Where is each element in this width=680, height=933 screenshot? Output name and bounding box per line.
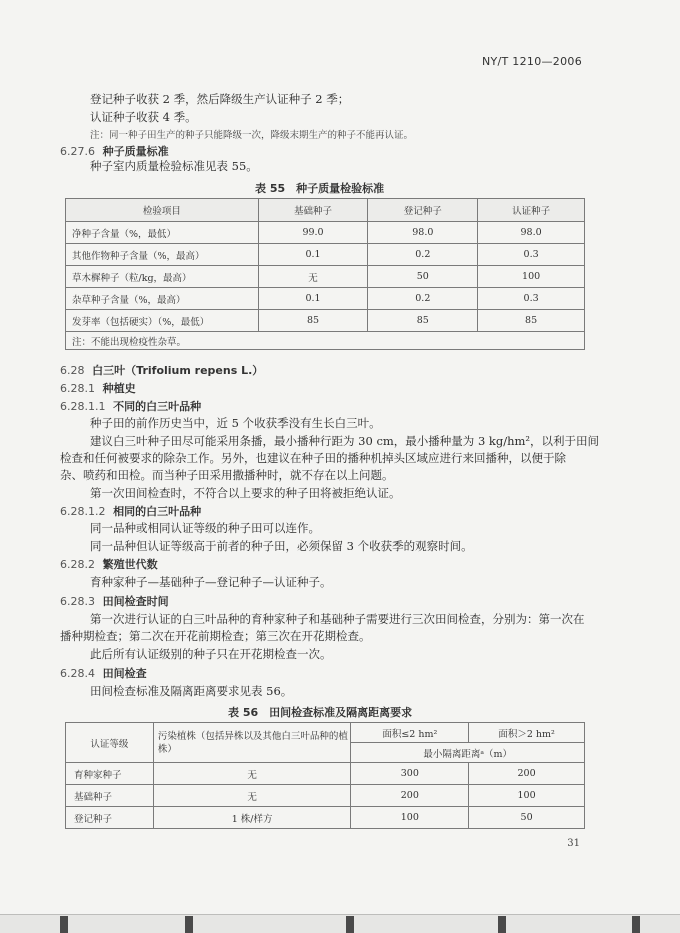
binding-mark <box>498 916 506 933</box>
table-row <box>66 288 585 310</box>
table-note: 注：不能出现检疫性杂草。 <box>66 332 585 350</box>
table-cell: 85 <box>478 310 585 332</box>
section-title: 种植史 <box>102 382 136 395</box>
heading-6-28-4 <box>60 665 147 681</box>
column-header: 面积＞2 hm² <box>469 723 585 743</box>
column-header: 污染植株（包括异株以及其他白三叶品种的植株） <box>153 723 351 763</box>
column-header: 登记种子 <box>368 199 478 222</box>
paragraph: 此后所有认证级别的种子只在开花期检查一次。 <box>90 647 332 661</box>
table-row <box>66 807 585 829</box>
heading-6-28-2 <box>60 556 158 572</box>
table-row <box>66 785 585 807</box>
table-cell: 99.0 <box>258 222 368 244</box>
scan-edge <box>0 915 680 933</box>
heading-6-28 <box>60 362 263 378</box>
paragraph: 种子田的前作历史当中，近 5 个收获季没有生长白三叶。 <box>90 416 381 430</box>
paragraph: 建议白三叶种子田尽可能采用条播，最小播种行距为 30 cm，最小播种量为 3 kg/hm²，以利于田间 <box>90 434 600 448</box>
section-title: 相同的白三叶品种 <box>113 505 202 518</box>
paragraph: 同一品种或相同认证等级的种子田可以连作。 <box>90 521 320 535</box>
heading-6-28-3 <box>60 593 169 609</box>
table-cell: 100 <box>478 266 585 288</box>
table-55 <box>65 198 585 350</box>
table-cell: 无 <box>258 266 368 288</box>
table-cell: 登记种子 <box>66 807 154 829</box>
standard-code: NY/T 1210—2006 <box>481 55 582 68</box>
table-cell: 100 <box>469 785 585 807</box>
table-cell: 0.1 <box>258 244 368 266</box>
table-cell: 草木樨种子（粒/kg，最高） <box>66 266 259 288</box>
section-title: 繁殖世代数 <box>102 558 158 571</box>
section-number: 6.28.2 <box>60 558 95 571</box>
column-header: 面积≤2 hm² <box>351 723 469 743</box>
column-header: 基础种子 <box>258 199 368 222</box>
table-row <box>66 266 585 288</box>
table-cell: 85 <box>258 310 368 332</box>
table-56-caption: 表 56 田间检查标准及隔离距离要求 <box>228 706 413 719</box>
paragraph: 第一次田间检查时，不符合以上要求的种子田将被拒绝认证。 <box>90 486 401 500</box>
binding-mark <box>185 916 193 933</box>
table-cell: 300 <box>351 763 469 785</box>
table-cell: 发芽率（包括硬实）（%，最低） <box>66 310 259 332</box>
column-header: 认证等级 <box>66 723 154 763</box>
heading-6-28-1-2 <box>60 503 201 519</box>
table-cell: 98.0 <box>478 222 585 244</box>
paragraph: 田间检查标准及隔离距离要求见表 56。 <box>90 684 293 698</box>
paragraph: 同一品种但认证等级高于前者的种子田，必须保留 3 个收获季的观察时间。 <box>90 539 473 553</box>
table-header-row <box>66 723 585 743</box>
binding-mark <box>60 916 68 933</box>
table-cell: 100 <box>351 807 469 829</box>
binding-mark <box>632 916 640 933</box>
column-header: 认证种子 <box>478 199 585 222</box>
paragraph: 播种期检查；第二次在开花前期检查；第三次在开花期检查。 <box>60 629 371 643</box>
table-cell: 50 <box>368 266 478 288</box>
table-row <box>66 310 585 332</box>
table-cell: 0.1 <box>258 288 368 310</box>
section-title: 不同的白三叶品种 <box>113 400 202 413</box>
table-note-row <box>66 332 585 350</box>
table-cell: 85 <box>368 310 478 332</box>
column-header: 检验项目 <box>66 199 259 222</box>
intro-note: 注：同一种子田生产的种子只能降级一次，降级末期生产的种子不能再认证。 <box>90 130 414 141</box>
heading-6-28-1 <box>60 380 136 396</box>
table-row <box>66 763 585 785</box>
section-title: 田间检查时间 <box>102 595 169 608</box>
table-cell: 200 <box>351 785 469 807</box>
section-title: 白三叶（Trifolium repens L.） <box>92 364 264 377</box>
table-cell: 育种家种子 <box>66 763 154 785</box>
section-title: 种子质量标准 <box>102 145 169 158</box>
section-number: 6.28 <box>60 364 85 377</box>
table-cell: 其他作物种子含量（%，最高） <box>66 244 259 266</box>
section-number: 6.28.3 <box>60 595 95 608</box>
table-56 <box>65 722 585 829</box>
column-header: 最小隔离距离ᵃ（m） <box>351 743 585 763</box>
paragraph: 杂、喷药和田检。而当种子田采用撒播种时，就不存在以上问题。 <box>60 468 394 482</box>
table-row <box>66 222 585 244</box>
table-cell: 杂草种子含量（%，最高） <box>66 288 259 310</box>
section-number: 6.28.1.1 <box>60 400 106 413</box>
paragraph: 种子室内质量检验标准见表 55。 <box>90 159 258 173</box>
table-header-row <box>66 199 585 222</box>
table-cell: 基础种子 <box>66 785 154 807</box>
paragraph: 育种家种子—基础种子—登记种子—认证种子。 <box>90 575 332 589</box>
paragraph: 检查和任何被要求的除杂工作。另外，也建议在种子田的播种机掉头区域应进行来回播种，以便于除 <box>60 451 566 465</box>
table-55-caption: 表 55 种子质量检验标准 <box>255 182 385 195</box>
table-cell: 200 <box>469 763 585 785</box>
intro-line-1: 登记种子收获 2 季，然后降级生产认证种子 2 季； <box>90 92 350 106</box>
section-number: 6.28.1 <box>60 382 95 395</box>
intro-line-2: 认证种子收获 4 季。 <box>90 110 197 124</box>
table-cell: 0.2 <box>368 244 478 266</box>
table-cell: 0.3 <box>478 288 585 310</box>
table-cell: 1 株/样方 <box>153 807 351 829</box>
section-number: 6.27.6 <box>60 145 95 158</box>
paragraph: 第一次进行认证的白三叶品种的育种家种子和基础种子需要进行三次田间检查，分别为：第一次在 <box>90 612 585 626</box>
table-cell: 净种子含量（%，最低） <box>66 222 259 244</box>
table-cell: 50 <box>469 807 585 829</box>
section-number: 6.28.1.2 <box>60 505 106 518</box>
table-cell: 98.0 <box>368 222 478 244</box>
table-cell: 0.3 <box>478 244 585 266</box>
heading-6-27-6 <box>60 143 169 159</box>
section-title: 田间检查 <box>102 667 147 680</box>
table-row <box>66 244 585 266</box>
binding-mark <box>346 916 354 933</box>
table-cell: 0.2 <box>368 288 478 310</box>
heading-6-28-1-1 <box>60 398 201 414</box>
page-number: 31 <box>567 838 580 849</box>
table-cell: 无 <box>153 763 351 785</box>
section-number: 6.28.4 <box>60 667 95 680</box>
table-cell: 无 <box>153 785 351 807</box>
